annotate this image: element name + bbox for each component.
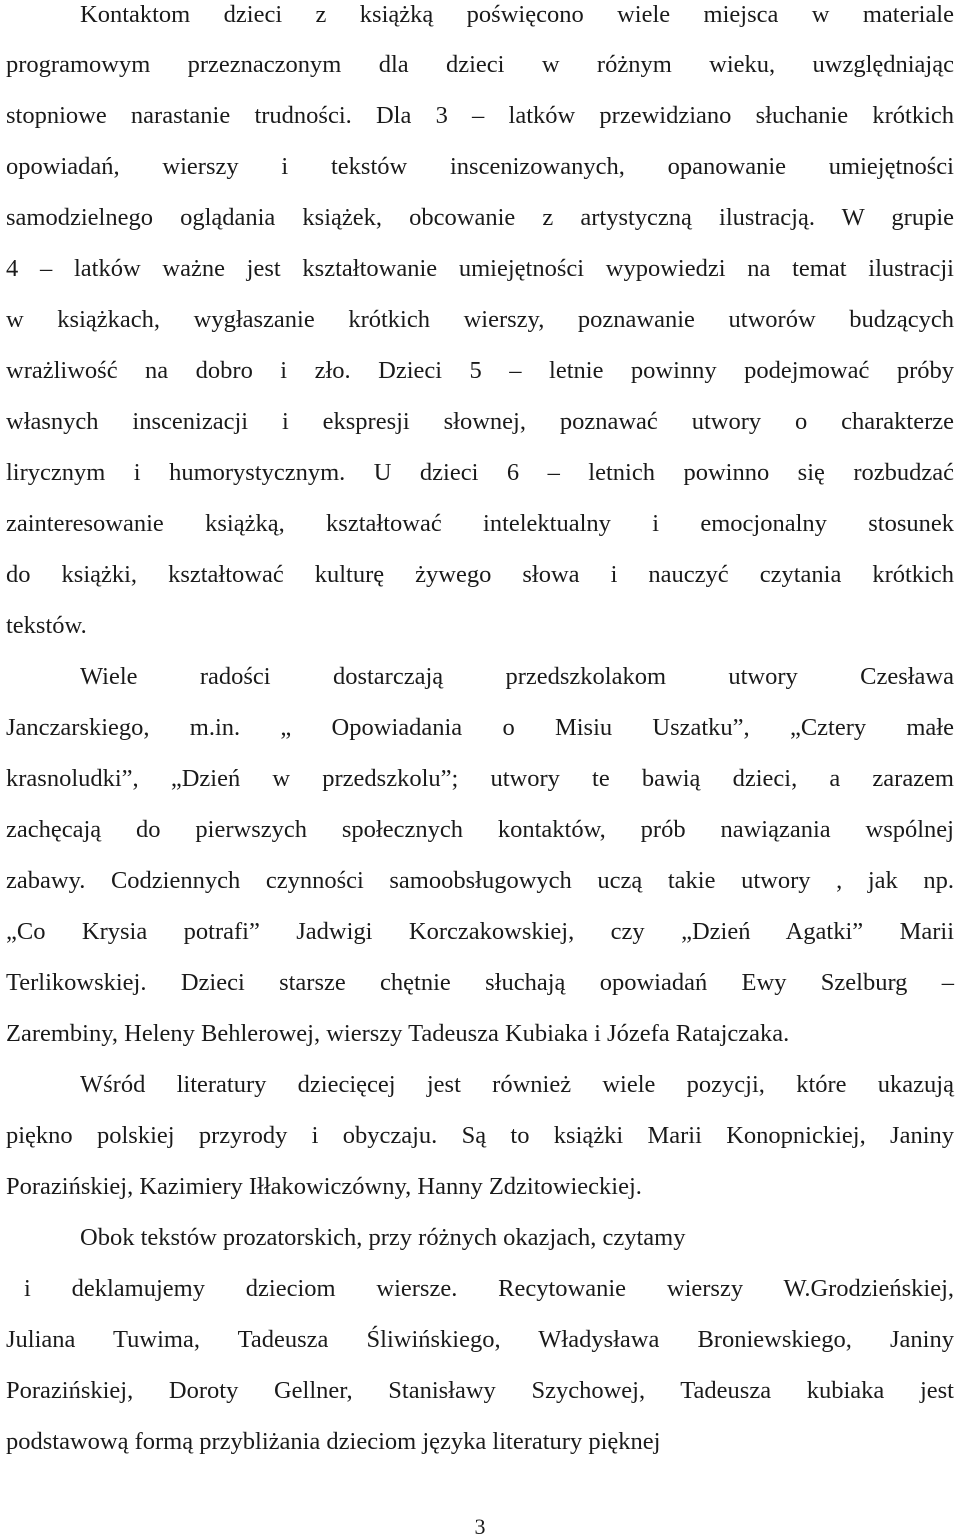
text-line: zainteresowanie książką, kształtować intelektualny i emocjonalny stosunek <box>6 510 954 537</box>
text-line: Wśród literatury dziecięcej jest również wiele pozycji, które ukazują <box>80 1071 954 1098</box>
text-line: w książkach, wygłaszanie krótkich wierszy, poznawanie utworów budzących <box>6 306 954 333</box>
text-line: opowiadań, wierszy i tekstów inscenizowanych, opanowanie umiejętności <box>6 153 954 180</box>
text-line: krasnoludki”, „Dzień w przedszkolu”; utwory te bawią dzieci, a zarazem <box>6 765 954 792</box>
text-line: zabawy. Codziennych czynności samoobsługowych uczą takie utwory , jak np. <box>6 867 954 894</box>
text-line: i deklamujemy dzieciom wiersze. Recytowanie wierszy W.Grodzieńskiej, <box>24 1275 954 1302</box>
text-line: Kontaktom dzieci z książką poświęcono wiele miejsca w materiale <box>80 1 954 28</box>
text-line: Porazińskiej, Kazimiery Iłłakowiczówny, Hanny Zdzitowieckiej. <box>6 1173 642 1200</box>
text-line: stopniowe narastanie trudności. Dla 3 – latków przewidziano słuchanie krótkich <box>6 102 954 129</box>
text-line: Juliana Tuwima, Tadeusza Śliwińskiego, Władysława Broniewskiego, Janiny <box>6 1326 954 1353</box>
text-line: własnych inscenizacji i ekspresji słownej, poznawać utwory o charakterze <box>6 408 954 435</box>
text-line: Janczarskiego, m.in. „ Opowiadania o Misiu Uszatku”, „Cztery małe <box>6 714 954 741</box>
text-line: do książki, kształtować kulturę żywego słowa i nauczyć czytania krótkich <box>6 561 954 588</box>
page-number: 3 <box>474 1514 486 1539</box>
text-line: Wiele radości dostarczają przedszkolakom utwory Czesława <box>80 663 954 690</box>
text-line: wrażliwość na dobro i zło. Dzieci 5 – letnie powinny podejmować próby <box>6 357 954 384</box>
text-line: Porazińskiej, Doroty Gellner, Stanisławy Szychowej, Tadeusza kubiaka jest <box>6 1377 954 1404</box>
text-line: 4 – latków ważne jest kształtowanie umiejętności wypowiedzi na temat ilustracji <box>6 255 954 282</box>
text-line: podstawową formą przybliżania dzieciom języka literatury pięknej <box>6 1428 661 1455</box>
text-line: programowym przeznaczonym dla dzieci w różnym wieku, uwzględniając <box>6 51 954 78</box>
text-line: „Co Krysia potrafi” Jadwigi Korczakowskiej, czy „Dzień Agatki” Marii <box>6 918 954 945</box>
text-line: Zarembiny, Heleny Behlerowej, wierszy Tadeusza Kubiaka i Józefa Ratajczaka. <box>6 1020 790 1047</box>
text-line: samodzielnego oglądania książek, obcowanie z artystyczną ilustracją. W grupie <box>6 204 954 231</box>
text-line: Obok tekstów prozatorskich, przy różnych okazjach, czytamy <box>80 1224 686 1251</box>
text-line: Terlikowskiej. Dzieci starsze chętnie słuchają opowiadań Ewy Szelburg – <box>6 969 954 996</box>
text-line: piękno polskiej przyrody i obyczaju. Są to książki Marii Konopnickiej, Janiny <box>6 1122 954 1149</box>
text-line: tekstów. <box>6 612 87 639</box>
text-line: zachęcają do pierwszych społecznych kontaktów, prób nawiązania wspólnej <box>6 816 954 843</box>
text-line: lirycznym i humorystycznym. U dzieci 6 – letnich powinno się rozbudzać <box>6 459 954 486</box>
